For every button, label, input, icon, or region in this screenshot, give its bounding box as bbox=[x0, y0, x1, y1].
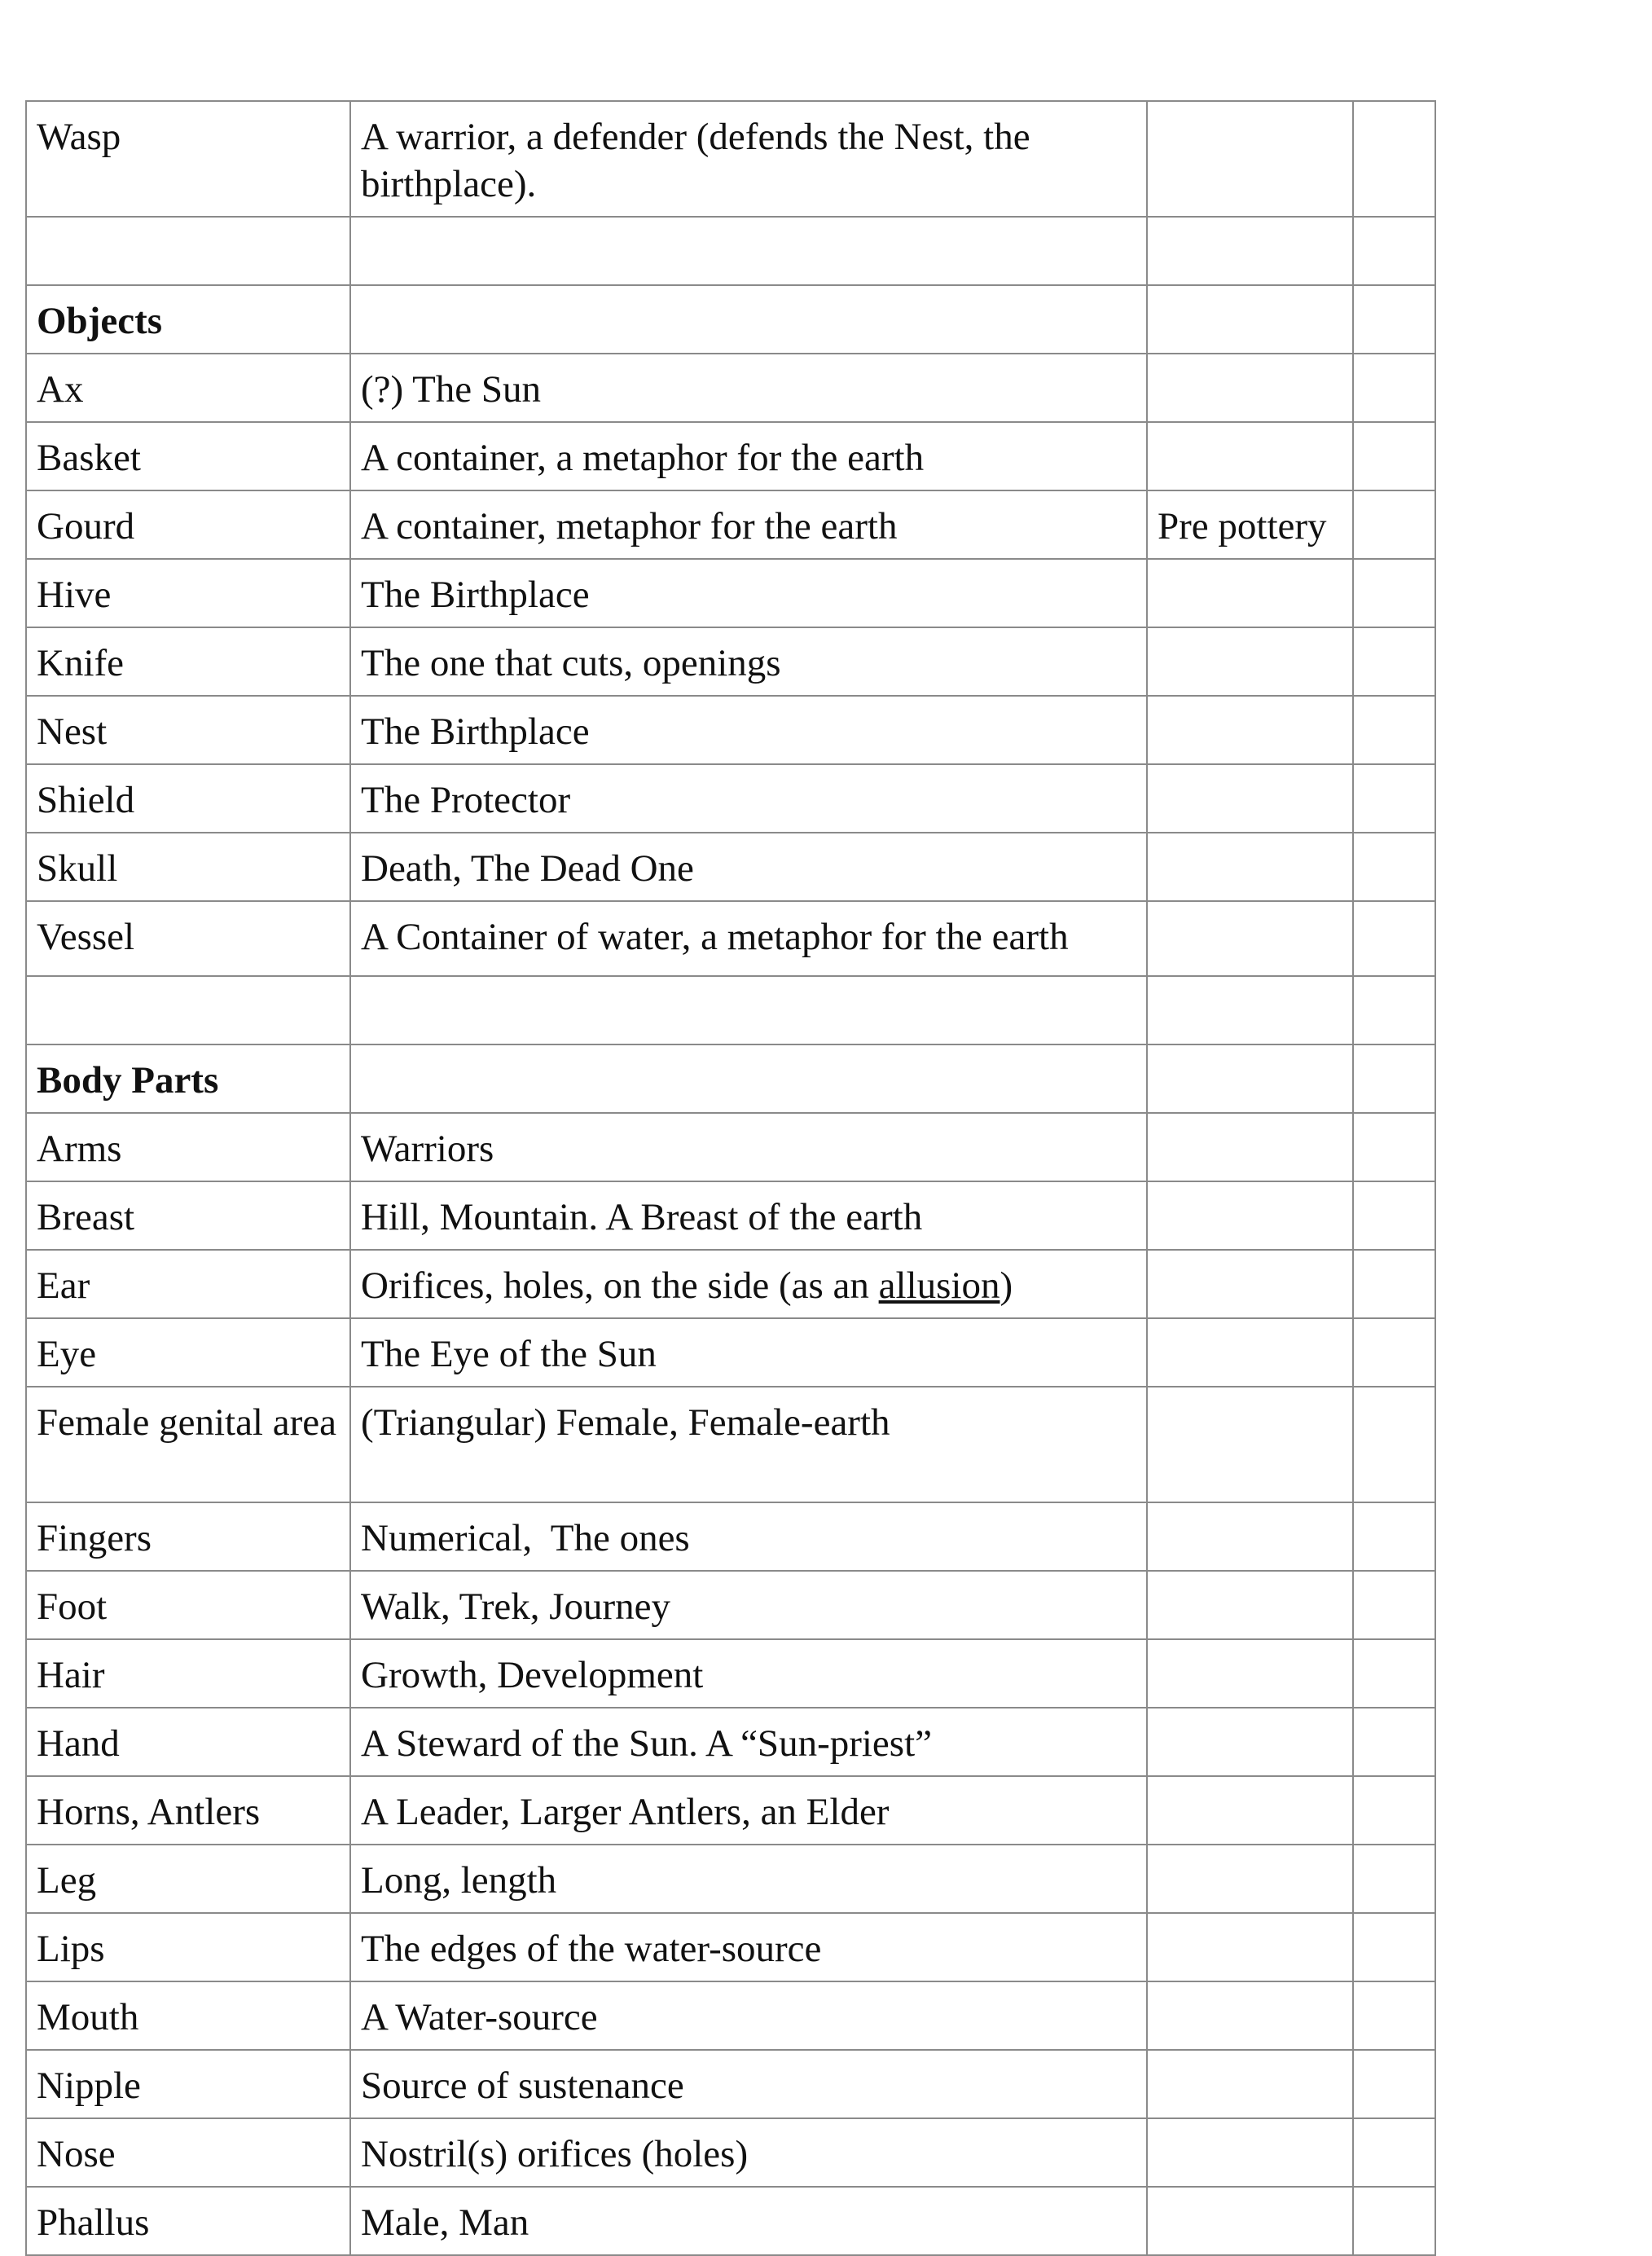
extra-cell bbox=[1353, 285, 1435, 354]
table-row bbox=[26, 1113, 1435, 1181]
table-row bbox=[26, 1387, 1435, 1502]
term-cell: Mouth bbox=[26, 1981, 350, 2050]
term-cell: Nose bbox=[26, 2118, 350, 2187]
table-row bbox=[26, 627, 1435, 696]
section-heading-row bbox=[26, 1044, 1435, 1113]
term-cell: Nipple bbox=[26, 2050, 350, 2118]
extra-cell bbox=[1353, 1502, 1435, 1571]
meaning-cell: Walk, Trek, Journey bbox=[350, 1571, 1147, 1639]
extra-cell bbox=[1353, 2187, 1435, 2255]
extra-cell bbox=[1353, 354, 1435, 422]
extra-cell bbox=[1353, 1250, 1435, 1318]
note-cell bbox=[1147, 901, 1353, 976]
term-cell: Hand bbox=[26, 1708, 350, 1776]
note-cell bbox=[1147, 101, 1353, 217]
term-cell: Female genital area bbox=[26, 1387, 350, 1502]
note-cell bbox=[1147, 1502, 1353, 1571]
note-cell: Pre pottery bbox=[1147, 490, 1353, 559]
meaning-cell: The Eye of the Sun bbox=[350, 1318, 1147, 1387]
table-row bbox=[26, 764, 1435, 833]
meaning-cell: A warrior, a defender (defends the Nest, the birthplace). bbox=[350, 101, 1147, 217]
note-cell bbox=[1147, 833, 1353, 901]
table-row bbox=[26, 1181, 1435, 1250]
extra-cell bbox=[1353, 1044, 1435, 1113]
table-row bbox=[26, 1776, 1435, 1845]
extra-cell bbox=[1353, 490, 1435, 559]
term-cell: Ear bbox=[26, 1250, 350, 1318]
table-row bbox=[26, 2187, 1435, 2255]
term-cell: Nest bbox=[26, 696, 350, 764]
note-cell bbox=[1147, 2050, 1353, 2118]
table-row bbox=[26, 901, 1435, 976]
meaning-cell: Warriors bbox=[350, 1113, 1147, 1181]
table-row bbox=[26, 1913, 1435, 1981]
meaning-cell: A Steward of the Sun. A “Sun-priest” bbox=[350, 1708, 1147, 1776]
term-cell: Breast bbox=[26, 1181, 350, 1250]
extra-cell bbox=[1353, 627, 1435, 696]
extra-cell bbox=[1353, 1181, 1435, 1250]
meaning-cell: Hill, Mountain. A Breast of the earth bbox=[350, 1181, 1147, 1250]
term-cell: Hair bbox=[26, 1639, 350, 1708]
note-cell bbox=[1147, 1044, 1353, 1113]
table-row bbox=[26, 217, 1435, 285]
term-cell: Skull bbox=[26, 833, 350, 901]
meaning-cell: A Container of water, a metaphor for the earth bbox=[350, 901, 1147, 976]
meaning-cell: The Protector bbox=[350, 764, 1147, 833]
meaning-cell: The one that cuts, openings bbox=[350, 627, 1147, 696]
term-cell: Phallus bbox=[26, 2187, 350, 2255]
term-cell: Lips bbox=[26, 1913, 350, 1981]
term-cell bbox=[26, 976, 350, 1044]
term-cell: Knife bbox=[26, 627, 350, 696]
table-row bbox=[26, 1250, 1435, 1318]
meaning-cell: Male, Man bbox=[350, 2187, 1147, 2255]
table-row bbox=[26, 1571, 1435, 1639]
term-cell: Ax bbox=[26, 354, 350, 422]
section-heading-row bbox=[26, 285, 1435, 354]
note-cell bbox=[1147, 2118, 1353, 2187]
table-row bbox=[26, 1845, 1435, 1913]
extra-cell bbox=[1353, 101, 1435, 217]
extra-cell bbox=[1353, 1708, 1435, 1776]
note-cell bbox=[1147, 285, 1353, 354]
table-row bbox=[26, 559, 1435, 627]
table-row bbox=[26, 696, 1435, 764]
note-cell bbox=[1147, 1571, 1353, 1639]
extra-cell bbox=[1353, 764, 1435, 833]
extra-cell bbox=[1353, 1639, 1435, 1708]
note-cell bbox=[1147, 1250, 1353, 1318]
extra-cell bbox=[1353, 1318, 1435, 1387]
table-row bbox=[26, 833, 1435, 901]
table-row bbox=[26, 354, 1435, 422]
meaning-cell: Death, The Dead One bbox=[350, 833, 1147, 901]
term-cell: Vessel bbox=[26, 901, 350, 976]
term-cell: Fingers bbox=[26, 1502, 350, 1571]
term-cell: Foot bbox=[26, 1571, 350, 1639]
note-cell bbox=[1147, 1845, 1353, 1913]
extra-cell bbox=[1353, 1113, 1435, 1181]
note-cell bbox=[1147, 976, 1353, 1044]
meaning-cell: Long, length bbox=[350, 1845, 1147, 1913]
table-row bbox=[26, 101, 1435, 217]
extra-cell bbox=[1353, 2050, 1435, 2118]
extra-cell bbox=[1353, 1387, 1435, 1502]
term-cell bbox=[26, 217, 350, 285]
meaning-cell: A container, a metaphor for the earth bbox=[350, 422, 1147, 490]
extra-cell bbox=[1353, 1845, 1435, 1913]
table-row bbox=[26, 2118, 1435, 2187]
extra-cell bbox=[1353, 422, 1435, 490]
table-row bbox=[26, 976, 1435, 1044]
extra-cell bbox=[1353, 1913, 1435, 1981]
meaning-cell: A container, metaphor for the earth bbox=[350, 490, 1147, 559]
note-cell bbox=[1147, 559, 1353, 627]
term-cell: Hive bbox=[26, 559, 350, 627]
meaning-cell: (?) The Sun bbox=[350, 354, 1147, 422]
note-cell bbox=[1147, 217, 1353, 285]
meaning-cell: (Triangular) Female, Female-earth bbox=[350, 1387, 1147, 1502]
note-cell bbox=[1147, 422, 1353, 490]
meaning-cell: Source of sustenance bbox=[350, 2050, 1147, 2118]
note-cell bbox=[1147, 354, 1353, 422]
meaning-cell: Growth, Development bbox=[350, 1639, 1147, 1708]
note-cell bbox=[1147, 2187, 1353, 2255]
table-row bbox=[26, 1502, 1435, 1571]
meaning-cell bbox=[350, 217, 1147, 285]
section-heading: Body Parts bbox=[26, 1044, 350, 1113]
extra-cell bbox=[1353, 217, 1435, 285]
extra-cell bbox=[1353, 1981, 1435, 2050]
term-cell: Arms bbox=[26, 1113, 350, 1181]
table-row bbox=[26, 1981, 1435, 2050]
table-row bbox=[26, 1318, 1435, 1387]
note-cell bbox=[1147, 1113, 1353, 1181]
meaning-cell: Orifices, holes, on the side (as an allusion) bbox=[350, 1250, 1147, 1318]
extra-cell bbox=[1353, 976, 1435, 1044]
symbol-glossary-table bbox=[25, 100, 1436, 2256]
note-cell bbox=[1147, 1387, 1353, 1502]
table-row bbox=[26, 1708, 1435, 1776]
extra-cell bbox=[1353, 696, 1435, 764]
underlined-word: allusion bbox=[878, 1264, 1000, 1307]
extra-cell bbox=[1353, 1571, 1435, 1639]
meaning-cell bbox=[350, 285, 1147, 354]
meaning-cell: A Water-source bbox=[350, 1981, 1147, 2050]
table-row bbox=[26, 2050, 1435, 2118]
note-cell bbox=[1147, 764, 1353, 833]
note-cell bbox=[1147, 1639, 1353, 1708]
extra-cell bbox=[1353, 559, 1435, 627]
note-cell bbox=[1147, 1318, 1353, 1387]
extra-cell bbox=[1353, 2118, 1435, 2187]
term-cell: Gourd bbox=[26, 490, 350, 559]
note-cell bbox=[1147, 1776, 1353, 1845]
meaning-cell: Nostril(s) orifices (holes) bbox=[350, 2118, 1147, 2187]
extra-cell bbox=[1353, 1776, 1435, 1845]
extra-cell bbox=[1353, 901, 1435, 976]
term-cell: Basket bbox=[26, 422, 350, 490]
note-cell bbox=[1147, 627, 1353, 696]
section-heading: Objects bbox=[26, 285, 350, 354]
note-cell bbox=[1147, 1913, 1353, 1981]
meaning-cell bbox=[350, 1044, 1147, 1113]
note-cell bbox=[1147, 1181, 1353, 1250]
term-cell: Leg bbox=[26, 1845, 350, 1913]
note-cell bbox=[1147, 1981, 1353, 2050]
term-cell: Eye bbox=[26, 1318, 350, 1387]
meaning-cell: The edges of the water-source bbox=[350, 1913, 1147, 1981]
meaning-cell: The Birthplace bbox=[350, 559, 1147, 627]
meaning-cell: Numerical, The ones bbox=[350, 1502, 1147, 1571]
note-cell bbox=[1147, 696, 1353, 764]
note-cell bbox=[1147, 1708, 1353, 1776]
term-cell: Horns, Antlers bbox=[26, 1776, 350, 1845]
table-row bbox=[26, 490, 1435, 559]
meaning-cell bbox=[350, 976, 1147, 1044]
term-cell: Shield bbox=[26, 764, 350, 833]
term-cell: Wasp bbox=[26, 101, 350, 217]
table-row bbox=[26, 422, 1435, 490]
table-row bbox=[26, 1639, 1435, 1708]
extra-cell bbox=[1353, 833, 1435, 901]
meaning-cell: A Leader, Larger Antlers, an Elder bbox=[350, 1776, 1147, 1845]
meaning-cell: The Birthplace bbox=[350, 696, 1147, 764]
